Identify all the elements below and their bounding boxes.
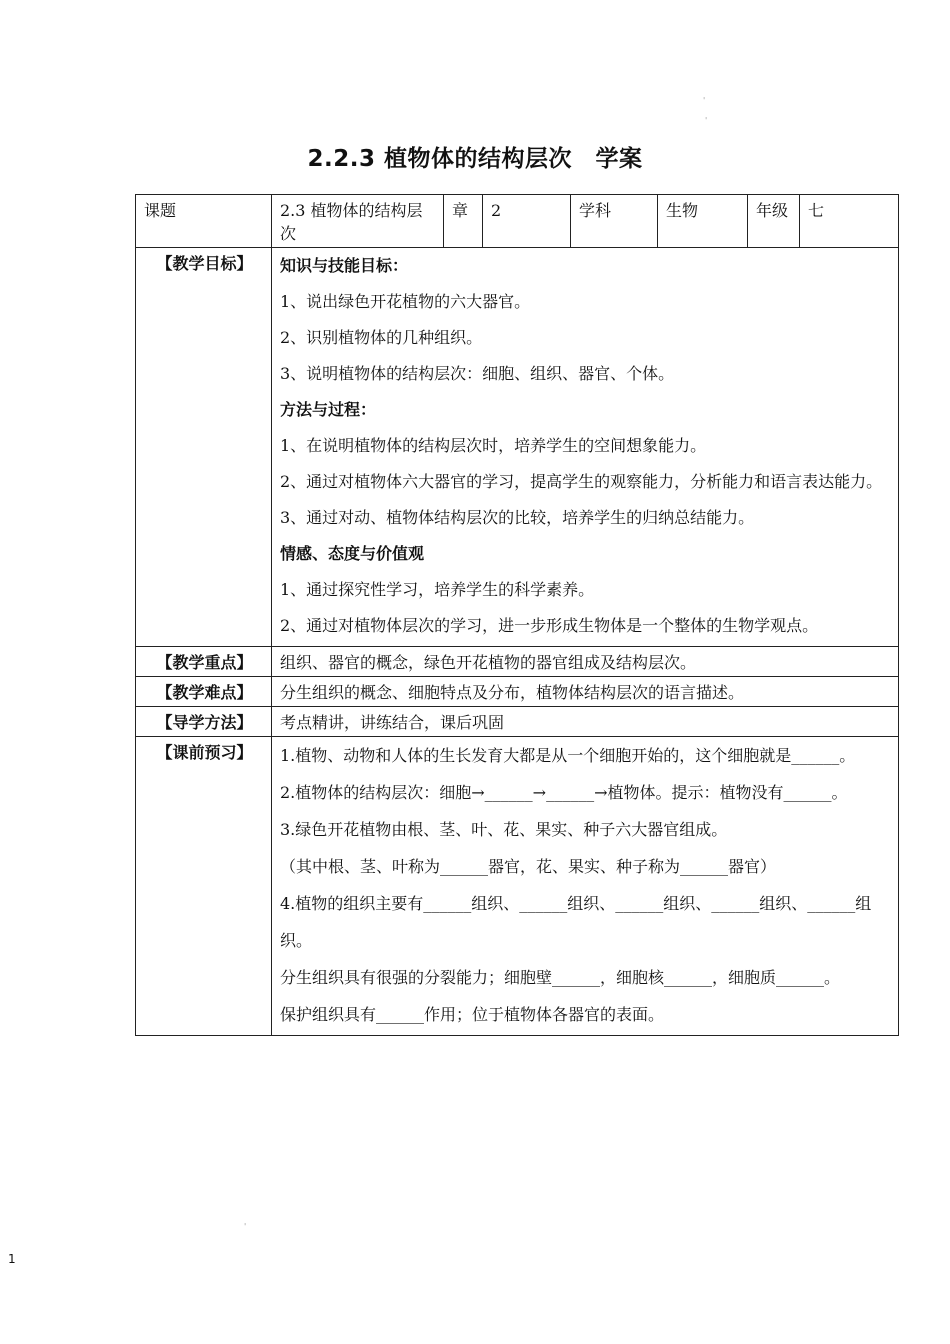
preview-row [136, 737, 899, 1036]
preview-content [272, 737, 899, 1036]
difficulties-row [136, 677, 899, 707]
subject-label: 学科 [571, 195, 658, 248]
preview-item: 4.植物的组织主要有______组织、______组织、______组织、______组织、______组织。 [280, 894, 872, 950]
preview-item: （其中根、茎、叶称为______器官，花、果实、种子称为______器官） [280, 857, 777, 876]
preview-label: 【课前预习】 [136, 737, 272, 1036]
lesson-plan-table [135, 194, 899, 1036]
knowledge-heading: 知识与技能目标： [280, 256, 409, 275]
preview-item: 保护组织具有______作用；位于植物体各器官的表面。 [280, 1005, 665, 1024]
difficulties-label: 【教学难点】 [136, 677, 272, 707]
attitude-item: 2、通过对植物体层次的学习，进一步形成生物体是一个整体的生物学观点。 [280, 616, 819, 635]
knowledge-item: 1、说出绿色开花植物的六大器官。 [280, 292, 531, 311]
methods-label: 【导学方法】 [136, 707, 272, 737]
method-item: 3、通过对动、植物体结构层次的比较，培养学生的归纳总结能力。 [280, 508, 755, 527]
margin-mark-bottom: ' [244, 1222, 247, 1231]
goals-content [272, 248, 899, 647]
knowledge-item: 3、说明植物体的结构层次：细胞、组织、器官、个体。 [280, 364, 675, 383]
key-points-label: 【教学重点】 [136, 647, 272, 677]
topic-label: 课题 [136, 195, 272, 248]
method-item: 1、在说明植物体的结构层次时，培养学生的空间想象能力。 [280, 436, 707, 455]
header-row [136, 195, 899, 248]
knowledge-item: 2、识别植物体的几种组织。 [280, 328, 483, 347]
page-title: 2.2.3 植物体的结构层次 学案 [307, 146, 643, 172]
grade-value: 七 [800, 195, 899, 248]
attitude-heading: 情感、态度与价值观 [280, 544, 425, 563]
methods-row [136, 707, 899, 737]
grade-label: 年级 [748, 195, 800, 248]
preview-item: 1.植物、动物和人体的生长发育大都是从一个细胞开始的，这个细胞就是______。 [280, 746, 856, 765]
subject-value: 生物 [658, 195, 748, 248]
margin-mark-top: ' [703, 96, 706, 105]
goals-row [136, 248, 899, 647]
key-points-row [136, 647, 899, 677]
goals-label: 【教学目标】 [136, 248, 272, 647]
method-heading: 方法与过程： [280, 400, 377, 419]
preview-item: 2.植物体的结构层次：细胞→______→______→植物体。提示：植物没有______。 [280, 783, 848, 802]
methods-text: 考点精讲，讲练结合，课后巩固 [272, 707, 899, 737]
difficulties-text: 分生组织的概念、细胞特点及分布，植物体结构层次的语言描述。 [272, 677, 899, 707]
preview-item: 3.绿色开花植物由根、茎、叶、花、果实、种子六大器官组成。 [280, 820, 728, 839]
key-points-text: 组织、器官的概念，绿色开花植物的器官组成及结构层次。 [272, 647, 899, 677]
chapter-label: 章 [444, 195, 483, 248]
method-item: 2、通过对植物体六大器官的学习，提高学生的观察能力，分析能力和语言表达能力。 [280, 472, 883, 491]
margin-mark-top-2: ' [705, 116, 708, 125]
chapter-value: 2 [483, 195, 571, 248]
topic-value: 2.3 植物体的结构层次 [272, 195, 444, 248]
preview-item: 分生组织具有很强的分裂能力；细胞壁______，细胞核______，细胞质______。 [280, 968, 841, 987]
attitude-item: 1、通过探究性学习，培养学生的科学素养。 [280, 580, 595, 599]
page-number: 1 [8, 1252, 16, 1266]
